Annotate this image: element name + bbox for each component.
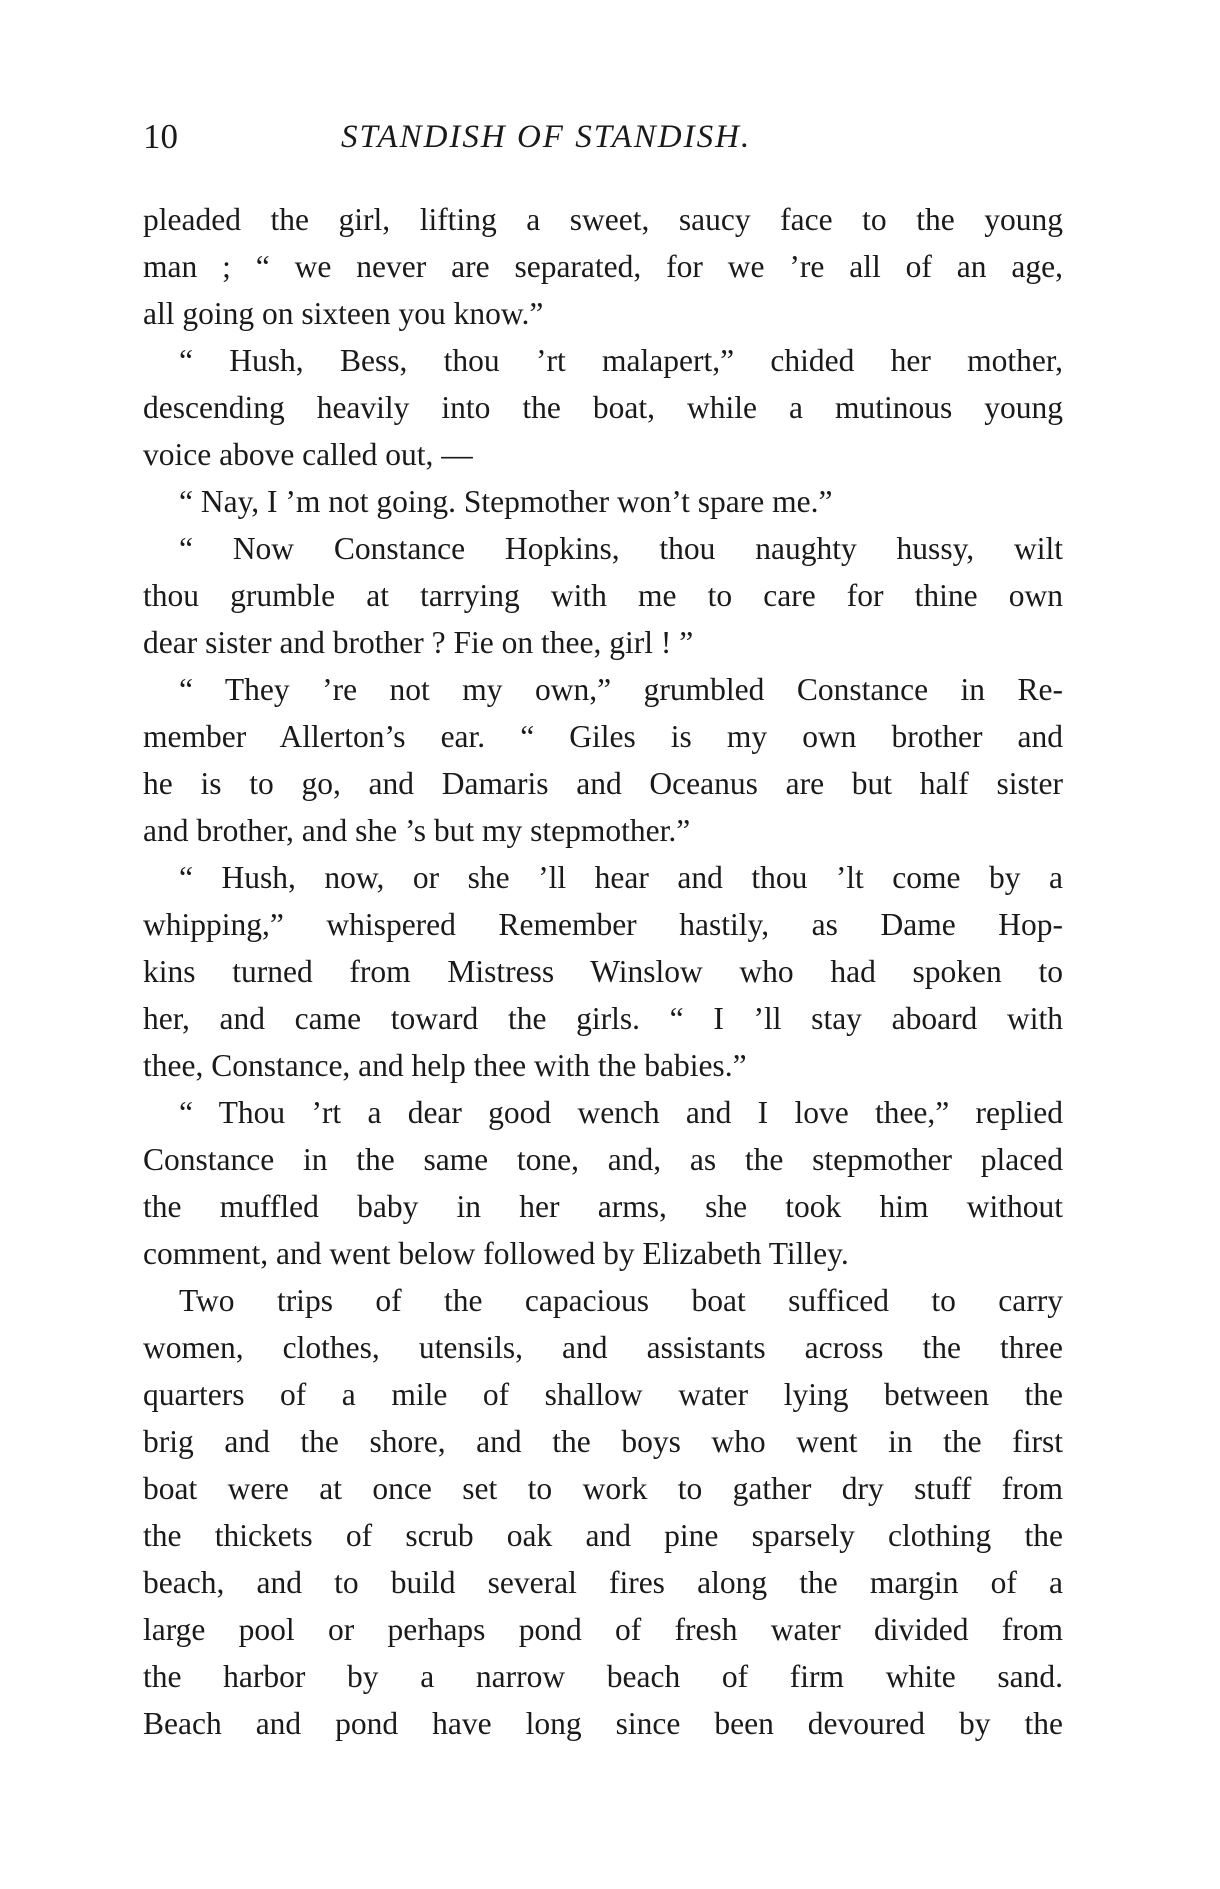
body-text bbox=[143, 196, 1063, 1747]
page-header bbox=[143, 112, 1063, 162]
text-line: “ Thou ’rt a dear good wench and I love thee,” replied bbox=[179, 1095, 1063, 1130]
text-line: all going on sixteen you know.” bbox=[143, 296, 544, 331]
text-line: thee, Constance, and help thee with the babies.” bbox=[143, 1048, 747, 1083]
text-line: dear sister and brother ? Fie on thee, girl ! ” bbox=[143, 625, 694, 660]
text-line: beach, and to build several fires along the margin of a bbox=[143, 1565, 1063, 1600]
text-line: whipping,” whispered Remember hastily, as Dame Hop- bbox=[143, 907, 1063, 942]
text-line: brig and the shore, and the boys who went in the first bbox=[143, 1424, 1063, 1459]
text-line: the thickets of scrub oak and pine sparsely clothing the bbox=[143, 1518, 1063, 1553]
text-line: “ Now Constance Hopkins, thou naughty hussy, wilt bbox=[179, 531, 1063, 566]
text-line: member Allerton’s ear. “ Giles is my own brother and bbox=[143, 719, 1063, 754]
text-line: Constance in the same tone, and, as the stepmother placed bbox=[143, 1142, 1063, 1177]
page-number: 10 bbox=[143, 117, 178, 156]
text-line: Two trips of the capacious boat sufficed to carry bbox=[179, 1283, 1063, 1318]
text-line: the muffled baby in her arms, she took him without bbox=[143, 1189, 1063, 1224]
text-line: Beach and pond have long since been devoured by the bbox=[143, 1706, 1063, 1741]
text-line: and brother, and she ’s but my stepmother.” bbox=[143, 813, 691, 848]
text-line: man ; “ we never are separated, for we ’re all of an age, bbox=[143, 249, 1063, 284]
text-line: kins turned from Mistress Winslow who had spoken to bbox=[143, 954, 1063, 989]
text-line: he is to go, and Damaris and Oceanus are but half sister bbox=[143, 766, 1063, 801]
text-line: quarters of a mile of shallow water lying between the bbox=[143, 1377, 1063, 1412]
text-line: her, and came toward the girls. “ I ’ll stay aboard with bbox=[143, 1001, 1063, 1036]
text-line: thou grumble at tarrying with me to care for thine own bbox=[143, 578, 1063, 613]
text-line: voice above called out, — bbox=[143, 437, 473, 472]
text-line: large pool or perhaps pond of fresh water divided from bbox=[143, 1612, 1063, 1647]
text-line: boat were at once set to work to gather dry stuff from bbox=[143, 1471, 1063, 1506]
text-line: “ Hush, Bess, thou ’rt malapert,” chided her mother, bbox=[179, 343, 1063, 378]
text-line: comment, and went below followed by Elizabeth Tilley. bbox=[143, 1236, 849, 1271]
text-line: “ They ’re not my own,” grumbled Constance in Re- bbox=[179, 672, 1063, 707]
text-line: women, clothes, utensils, and assistants across the three bbox=[143, 1330, 1063, 1365]
text-line: “ Nay, I ’m not going. Stepmother won’t spare me.” bbox=[179, 484, 833, 519]
text-line: descending heavily into the boat, while a mutinous young bbox=[143, 390, 1063, 425]
text-line: “ Hush, now, or she ’ll hear and thou ’lt come by a bbox=[179, 860, 1063, 895]
running-title: STANDISH OF STANDISH. bbox=[341, 119, 752, 155]
text-line: the harbor by a narrow beach of firm white sand. bbox=[143, 1659, 1063, 1694]
text-line: pleaded the girl, lifting a sweet, saucy face to the young bbox=[143, 202, 1063, 237]
